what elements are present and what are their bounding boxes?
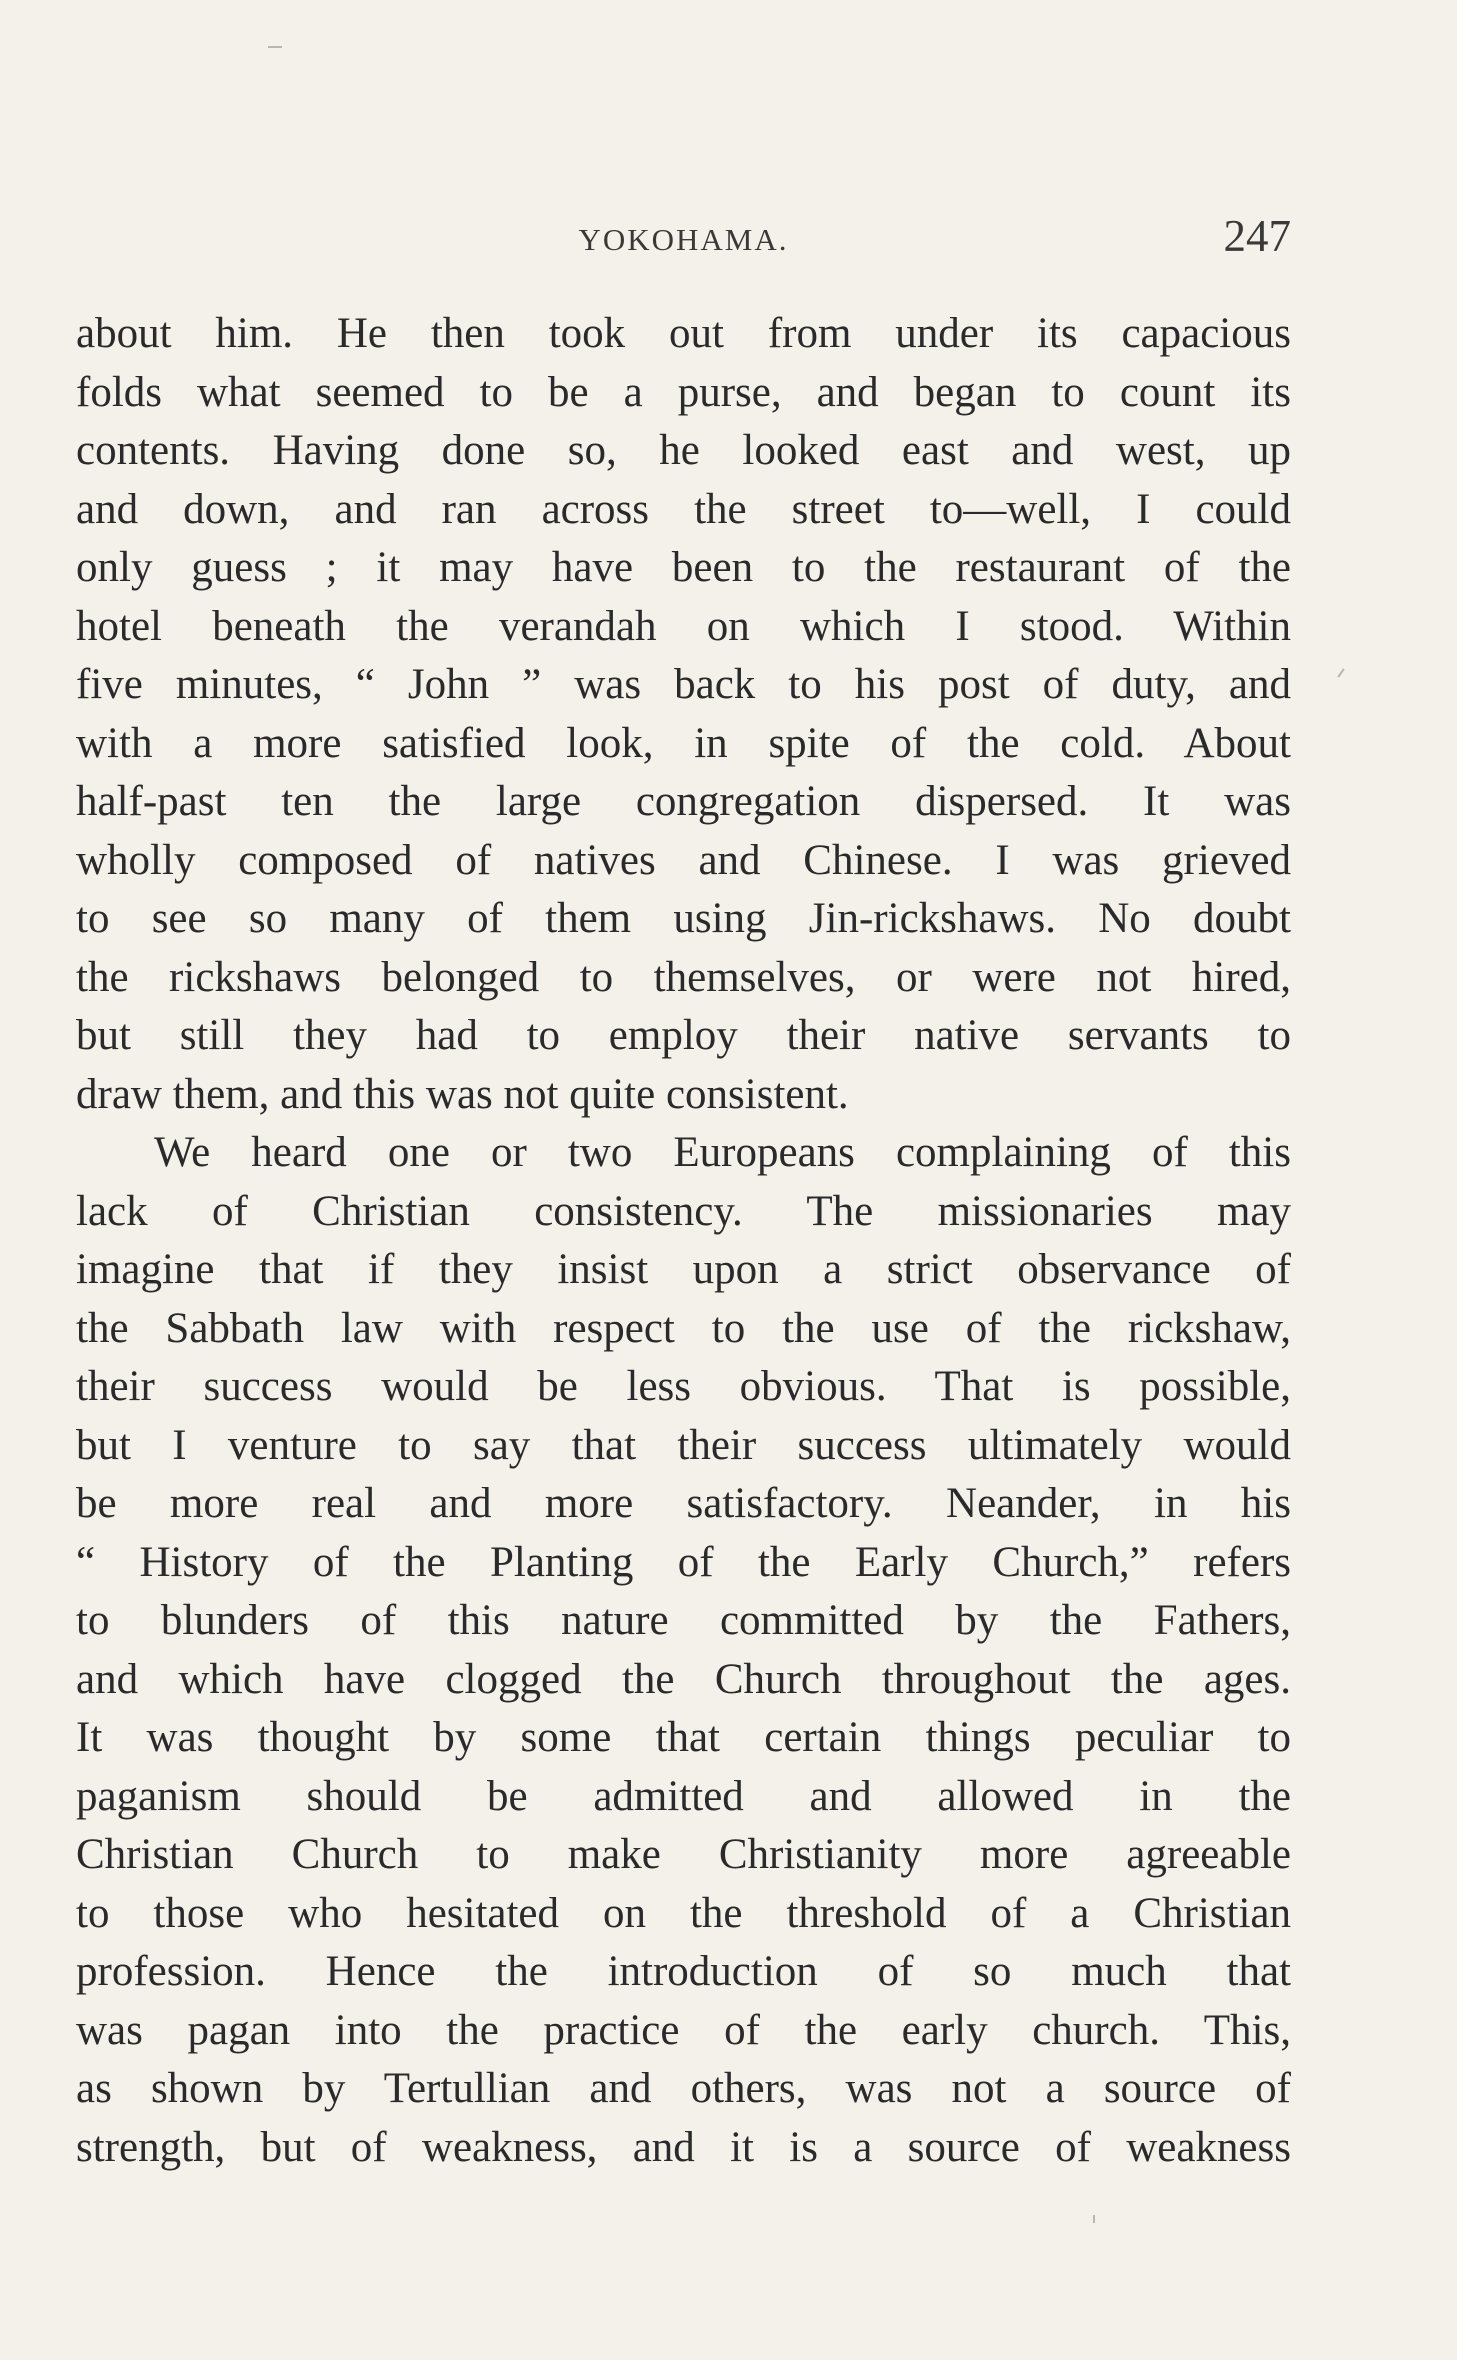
text-line: but I venture to say that their success ultimately would	[76, 1421, 1291, 1469]
text-line: profession. Hence the introduction of so much that	[76, 1948, 1291, 1995]
paragraph-end-line: draw them, and this was not quite consistent.	[76, 1070, 849, 1118]
text-line: be more real and more satisfactory. Neander, in his	[76, 1480, 1291, 1527]
text-line: only guess ; it may have been to the restaurant of the	[76, 544, 1291, 591]
text-line: Christian Church to make Christianity more agreeable	[76, 1831, 1291, 1878]
text-line: the Sabbath law with respect to the use of the rickshaw,	[76, 1304, 1291, 1352]
text-line: paganism should be admitted and allowed in the	[76, 1772, 1291, 1820]
text-line: but still they had to employ their native servants to	[76, 1012, 1291, 1059]
text-line: half-past ten the large congregation dispersed. It was	[76, 778, 1291, 825]
text-line: was pagan into the practice of the early church. This,	[76, 2006, 1291, 2054]
text-line: wholly composed of natives and Chinese. I was grieved	[76, 836, 1291, 884]
print-speck	[1093, 2215, 1095, 2223]
text-line: to those who hesitated on the threshold of a Christian	[76, 1889, 1291, 1937]
paragraph-first-line: We heard one or two Europeans complaining of this	[154, 1129, 1291, 1176]
text-line: “ History of the Planting of the Early Church,” refers	[76, 1538, 1291, 1586]
text-line: five minutes, “ John ” was back to his post of duty, and	[76, 661, 1291, 708]
text-line: contents. Having done so, he looked east and west, up	[76, 427, 1291, 474]
text-line: folds what seemed to be a purse, and began to count its	[76, 368, 1291, 416]
running-title: YOKOHAMA.	[578, 222, 789, 257]
text-line: and which have clogged the Church throughout the ages.	[76, 1655, 1291, 1703]
text-line: imagine that if they insist upon a strict observance of	[76, 1246, 1291, 1293]
print-speck	[268, 46, 282, 48]
text-line: their success would be less obvious. That is possible,	[76, 1363, 1291, 1410]
page-number: 247	[1223, 211, 1291, 261]
body-text	[76, 305, 1291, 2177]
running-head	[76, 210, 1291, 270]
text-line: It was thought by some that certain things peculiar to	[76, 1714, 1291, 1761]
text-line: hotel beneath the verandah on which I stood. Within	[76, 602, 1291, 650]
text-line: with a more satisfied look, in spite of the cold. About	[76, 719, 1291, 767]
print-speck	[1337, 668, 1344, 677]
text-line: to blunders of this nature committed by the Fathers,	[76, 1597, 1291, 1644]
text-line: to see so many of them using Jin-rickshaws. No doubt	[76, 895, 1291, 942]
text-line: lack of Christian consistency. The missionaries may	[76, 1187, 1291, 1235]
text-line: the rickshaws belonged to themselves, or were not hired,	[76, 953, 1291, 1001]
text-line: as shown by Tertullian and others, was not a source of	[76, 2065, 1291, 2112]
text-line: strength, but of weakness, and it is a source of weakness	[76, 2123, 1291, 2171]
text-line: about him. He then took out from under its capacious	[76, 310, 1291, 357]
text-line: and down, and ran across the street to—well, I could	[76, 485, 1291, 533]
